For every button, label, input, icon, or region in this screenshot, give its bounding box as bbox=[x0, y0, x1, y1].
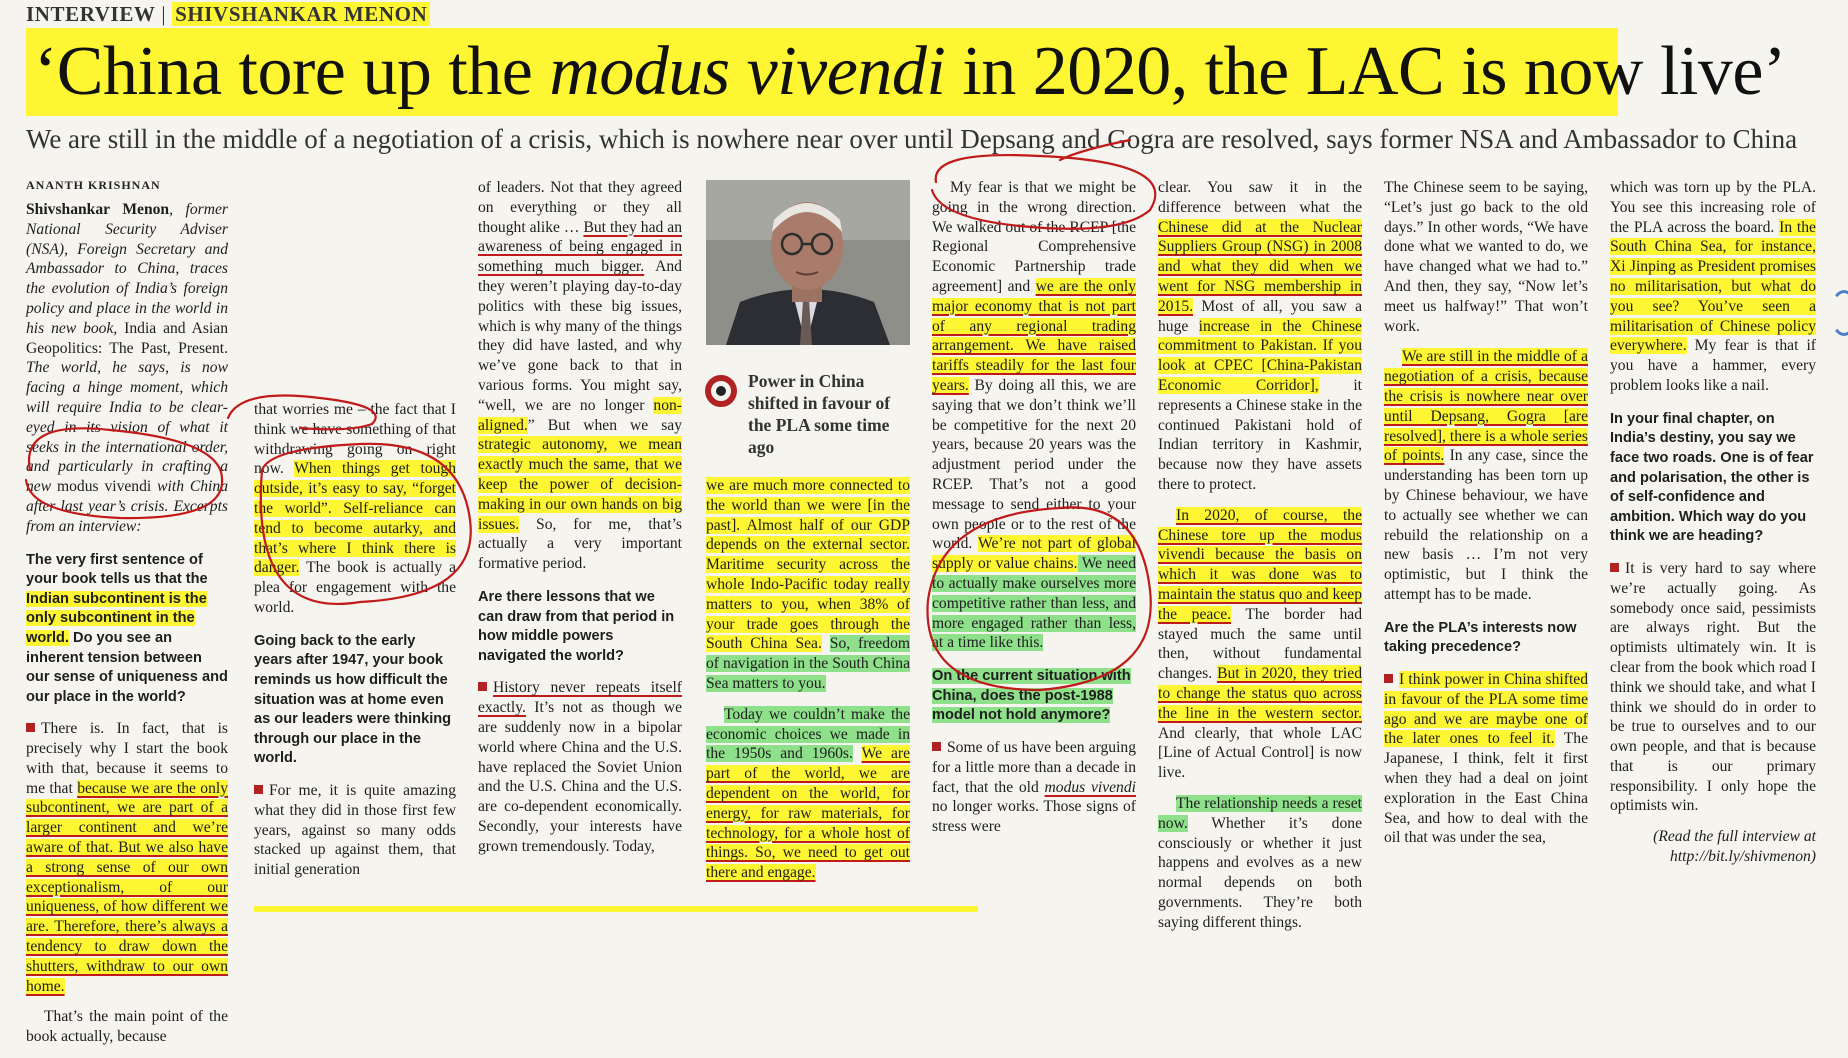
col3-text-a: of leaders. Not that they agreed on everything or they all thought alike … bbox=[478, 179, 682, 236]
col8-text-b: My fear is that if you have a hammer, every problem looks like a nail. bbox=[1610, 337, 1816, 394]
standfirst: We are still in the middle of a negotiation of a crisis, which is nowhere near over until Depsang and Gogra are resolved, says former NSA and Ambassador to China bbox=[26, 124, 1798, 154]
column-1 bbox=[26, 200, 228, 1058]
column-8 bbox=[1610, 178, 1816, 878]
col4-highlight-2: We are part of the world, we are dependent on the world, for energy, for raw materials, for technology, for a whole host of things. So, we need to get out there and engage. bbox=[706, 745, 911, 882]
edge-crop-icon bbox=[1830, 290, 1848, 336]
col4-paragraph-2 bbox=[706, 705, 910, 883]
answer-4 bbox=[932, 738, 1136, 837]
a4-text-a: Some of us have been arguing for a little more than a decade in fact, that the old bbox=[932, 738, 1136, 796]
col6-highlight: Chinese did at the Nuclear Suppliers Group (NSG) in 2008 and what they did when we went for NSG membership in 2015. bbox=[1158, 218, 1362, 315]
column-2 bbox=[254, 400, 456, 891]
col5-highlight-2: We’re not part of global supply or value chains. bbox=[932, 535, 1136, 573]
column-4 bbox=[706, 476, 910, 894]
q1-highlight: Indian subcontinent is the only subcontinent in the world. bbox=[26, 590, 207, 646]
col3-highlight-2: strategic autonomy, we mean exactly much the same, that we keep the power of decision-making in our own hands on big issues. bbox=[478, 436, 682, 533]
answer-1-end: That’s the main point of the book actually, because bbox=[26, 1008, 228, 1046]
headline-part-1: ‘China tore up the bbox=[34, 33, 550, 110]
col3-highlight-1: non-aligned. bbox=[478, 396, 682, 434]
answer-bullet-icon bbox=[254, 785, 263, 794]
question-5: Are the PLA’s interests now taking precedence? bbox=[1384, 619, 1577, 656]
headline bbox=[26, 28, 1786, 116]
col2-text-b: The book is actually a plea for engagement with the world. bbox=[254, 559, 456, 616]
col5-text-a: My fear is that we might be going in the wrong direction. We walked out of the RCEP [the Regional Comprehensive Economic Partnership trade agreement] and bbox=[932, 179, 1136, 295]
column-3 bbox=[478, 178, 682, 867]
a1-text-a: There is. In fact, that is precisely why I start the book with that, because it seems to me that bbox=[26, 720, 228, 797]
byline: ANANTH KRISHNAN bbox=[26, 178, 161, 192]
col2-paragraph-1 bbox=[254, 400, 456, 618]
column-7 bbox=[1384, 178, 1588, 859]
col3-underlined: But they had an awareness of being engaged in something much bigger. bbox=[478, 218, 682, 276]
question-1 bbox=[26, 551, 228, 708]
col6-text-f: Whether it’s done consciously or whether it just happens and evolves as a new normal depends on both governments. They’re both saying different things. bbox=[1158, 814, 1362, 931]
intro-name: Shivshankar Menon bbox=[26, 201, 170, 218]
col5-green-highlight: We need to actually make ourselves more competitive rather than less, and more engaged rather than less, at a time like this. bbox=[932, 555, 1137, 652]
kicker-separator: | bbox=[161, 2, 167, 26]
col6-highlight-4: But in 2020, they tried to change the status quo across the line in the western sector. bbox=[1158, 665, 1362, 722]
a1-highlight: because we are the only subcontinent, we are part of a larger continent and we’re aware of that. But we also have a strong sense of our own exceptionalism, of our uniqueness, of how different we are. Therefore, there’s always a tendency to draw down the shutters, withdraw to our own home. bbox=[26, 779, 229, 995]
q4-green-highlight: On the current situation with China, does the post-1988 model not hold anymore? bbox=[932, 668, 1131, 724]
col7-paragraph-2 bbox=[1384, 347, 1588, 604]
col5-highlight: we are the only major economy that is not part of any regional trading arrangement. We have raised tariffs steadily for the last four years. bbox=[932, 277, 1136, 394]
col8-paragraph-1 bbox=[1610, 178, 1816, 396]
intro-book-title: India and Asian Geopolitics: The Past, Present. bbox=[26, 319, 228, 357]
a3-underlined: History never repeats itself exactly. bbox=[478, 679, 682, 717]
answer-bullet-icon bbox=[26, 723, 35, 732]
question-4 bbox=[932, 667, 1136, 726]
menon-portrait-photo bbox=[706, 180, 910, 345]
a6-text: It is very hard to say where we’re actually going. As somebody once said, pessimists are always right. But the optimists ultimately win. It is clear from the book which road I think we should take, and what I think we should do in order to be true to ourselves and to our own people, and that is because that is our primary responsibility. I only hope the optimists win. bbox=[1610, 559, 1816, 815]
a3-text: It’s not as though we are suddenly now in a bipolar world where China and the U.S. have replaced the Soviet Union and the U.S. China and the U.S. are co-dependent economically. Secondly, your interests have grown tremendously. Today, bbox=[478, 699, 682, 855]
intro-paragraph bbox=[26, 200, 228, 537]
column-5 bbox=[932, 178, 1136, 848]
col4-green-highlight-2: Today we couldn’t make the economic choices we made in the 1950s and 1960s. bbox=[706, 705, 910, 763]
intro-modus-vivendi: modus vivendi bbox=[57, 478, 152, 496]
a4-modus-vivendi: modus vivendi bbox=[1044, 778, 1136, 796]
intro-text-1: , former National Security Adviser (NSA), Foreign Secretary and Ambassador to China, traces the evolution of India’s foreign policy and place in the world in his new book, bbox=[26, 201, 228, 337]
intro-text-3: with China after last year’s crisis. Excerpts from an interview: bbox=[26, 478, 228, 535]
kicker-name: SHIVSHANKAR MENON bbox=[172, 2, 430, 26]
col6-paragraph-2 bbox=[1158, 506, 1362, 783]
answer-bullet-icon bbox=[1610, 563, 1619, 572]
col4-green-highlight: So, freedom of navigation in the South China Sea matters to you. bbox=[706, 635, 911, 692]
intro-text-2: The world, he says, is now facing a hinge moment, which will require India to be clear-eyed in its vision of what it seeks in the international order, and particularly in crafting a new bbox=[26, 359, 228, 496]
col8-highlight: In the South China Sea, for instance, Xi Jinping as President promises no militarisation, but what do you see? You’ve seen a militarisation of Chinese policy everywhere. bbox=[1610, 218, 1816, 355]
question-2: Going back to the early years after 1947, your book reminds us how difficult the situation was at home even as our leaders were thinking through our place in the world. bbox=[254, 632, 452, 767]
col7-highlight: We are still in the middle of a negotiation of a crisis, because the crisis is nowhere near over until Depsang, Gogra [are resolved], there is a whole series of points. bbox=[1384, 348, 1588, 465]
answer-1 bbox=[26, 719, 228, 996]
answer-bullet-icon bbox=[1384, 674, 1393, 683]
q1-text-a: The very first sentence of your book tells us that the bbox=[26, 551, 208, 588]
headline-block bbox=[26, 28, 1786, 116]
answer-3 bbox=[478, 678, 682, 856]
bottom-highlight-strip bbox=[254, 906, 978, 912]
answer-2 bbox=[254, 781, 456, 880]
col3-text-d: So, for me, that’s actually a very important formative period. bbox=[478, 515, 682, 573]
caption-text: Power in China shifted in favour of the PLA some time ago bbox=[748, 371, 891, 457]
question-3: Are there lessons that we can draw from that period in how middle powers navigated the world? bbox=[478, 588, 675, 664]
the-hindu-logo-icon bbox=[704, 374, 738, 408]
q1-text-b: Do you see an inherent tension between our sense of uniqueness and our place in the world? bbox=[26, 629, 228, 705]
col5-paragraph-1 bbox=[932, 178, 1136, 653]
read-more-footer: (Read the full interview at http://bit.ly/shivmenon) bbox=[1653, 828, 1816, 866]
col3-paragraph-1 bbox=[478, 178, 682, 574]
col6-text-b: Most of all, you saw a huge bbox=[1158, 297, 1362, 335]
section-kicker bbox=[26, 2, 430, 27]
col3-text-c: ” But when we say bbox=[527, 416, 682, 434]
col6-green-highlight: The relationship needs a reset now. bbox=[1158, 794, 1362, 832]
col2-text-a: that worries me – the fact that I think we have something of that withdrawing going on right now. bbox=[254, 401, 456, 478]
col6-text-c: it represents a Chinese stake in the continued Pakistani hold of Indian territory in Kashmir, because now they have assets there to protect. bbox=[1158, 376, 1362, 493]
col6-highlight-3: In 2020, of course, the Chinese tore up the modus vivendi because the basis on which it was done was to maintain the status quo and keep the peace. bbox=[1158, 506, 1362, 623]
col7-paragraph-1: The Chinese seem to be saying, “Let’s just go back to the old days.” In other words, “We have done what we wanted to do, we have changed what we had to.” And then, they say, “Now let’s meet us halfway!” That won’t work. bbox=[1384, 179, 1588, 335]
col4-paragraph-1 bbox=[706, 476, 910, 694]
col6-text-e: And clearly, that whole LAC [Line of Actual Control] is now live. bbox=[1158, 724, 1362, 782]
col6-text-a: clear. You saw it in the difference between what the bbox=[1158, 179, 1362, 216]
a5-text: The Japanese, I think, felt it first when they had a deal on joint exploration in the East China Sea, and how to deal with the oil that was under the sea, bbox=[1384, 730, 1588, 847]
question-6: In your final chapter, on India’s destiny, you say we face two roads. One is of fear and polarisation, the other is of self-confidence and ambition. Which way do you think we are heading? bbox=[1610, 410, 1814, 545]
answer-bullet-icon bbox=[478, 682, 487, 691]
answer-bullet-icon bbox=[932, 742, 941, 751]
col4-highlight: we are much more connected to the world than we were [in the past]. Almost half of our GDP depends on the external sector. Maritime security across the whole Indo-Pacific today really matters to you, when 38% of your trade goes through the South China Sea. bbox=[706, 477, 910, 653]
a5-highlight: I think power in China shifted in favour of the PLA some time ago and we are maybe one of the later ones to feel it. bbox=[1384, 670, 1588, 748]
a2-text: For me, it is quite amazing what they did in those first few years, against so many odds stacked up against them, that initial generation bbox=[254, 781, 456, 879]
col8-text-a: which was torn up by the PLA. You see this increasing role of the PLA across the board. bbox=[1610, 179, 1816, 236]
a4-text-b: no longer works. Those signs of stress were bbox=[932, 798, 1136, 836]
col7-text-a: In any case, since the understanding has been torn up by Chinese behaviour, we have to actually see whether we can rebuild the relationship on a new basis … I’m not very optimistic, but I think the attempt has to be made. bbox=[1384, 447, 1588, 603]
col6-highlight-2: increase in the Chinese commitment to Pakistan. If you look at CPEC [China-Pakistan Economic Corridor], bbox=[1158, 317, 1362, 394]
kicker-section: INTERVIEW bbox=[26, 2, 156, 26]
col3-text-b: And they weren’t playing day-to-day politics with these big issues, which is why many of the things they did have lasted, and why we’ve gone back to that in various forms. You might say, “well, we are no longer bbox=[478, 258, 682, 414]
col5-text-b: By doing all this, we are saying that we don’t think we’ll be competitive for the next 20 years, because 20 years was the adjustment period under the RCEP. That’s not a good message to send either to your own people or to the rest of the world. bbox=[932, 376, 1136, 553]
headline-italic: modus vivendi bbox=[549, 33, 946, 110]
col6-text-d: The border had stayed much the same until then, without fundamental changes. bbox=[1158, 605, 1362, 683]
column-6 bbox=[1158, 178, 1362, 943]
headline-part-2: in 2020, the LAC is now live’ bbox=[945, 33, 1786, 110]
col2-highlight: When things get tough outside, it’s easy to say, “forget the world”. Self-reliance can tend to become autarky, and that’s where I think there is danger. bbox=[254, 460, 457, 577]
col6-paragraph-1 bbox=[1158, 178, 1362, 495]
answer-5 bbox=[1384, 670, 1588, 848]
answer-6 bbox=[1610, 559, 1816, 816]
